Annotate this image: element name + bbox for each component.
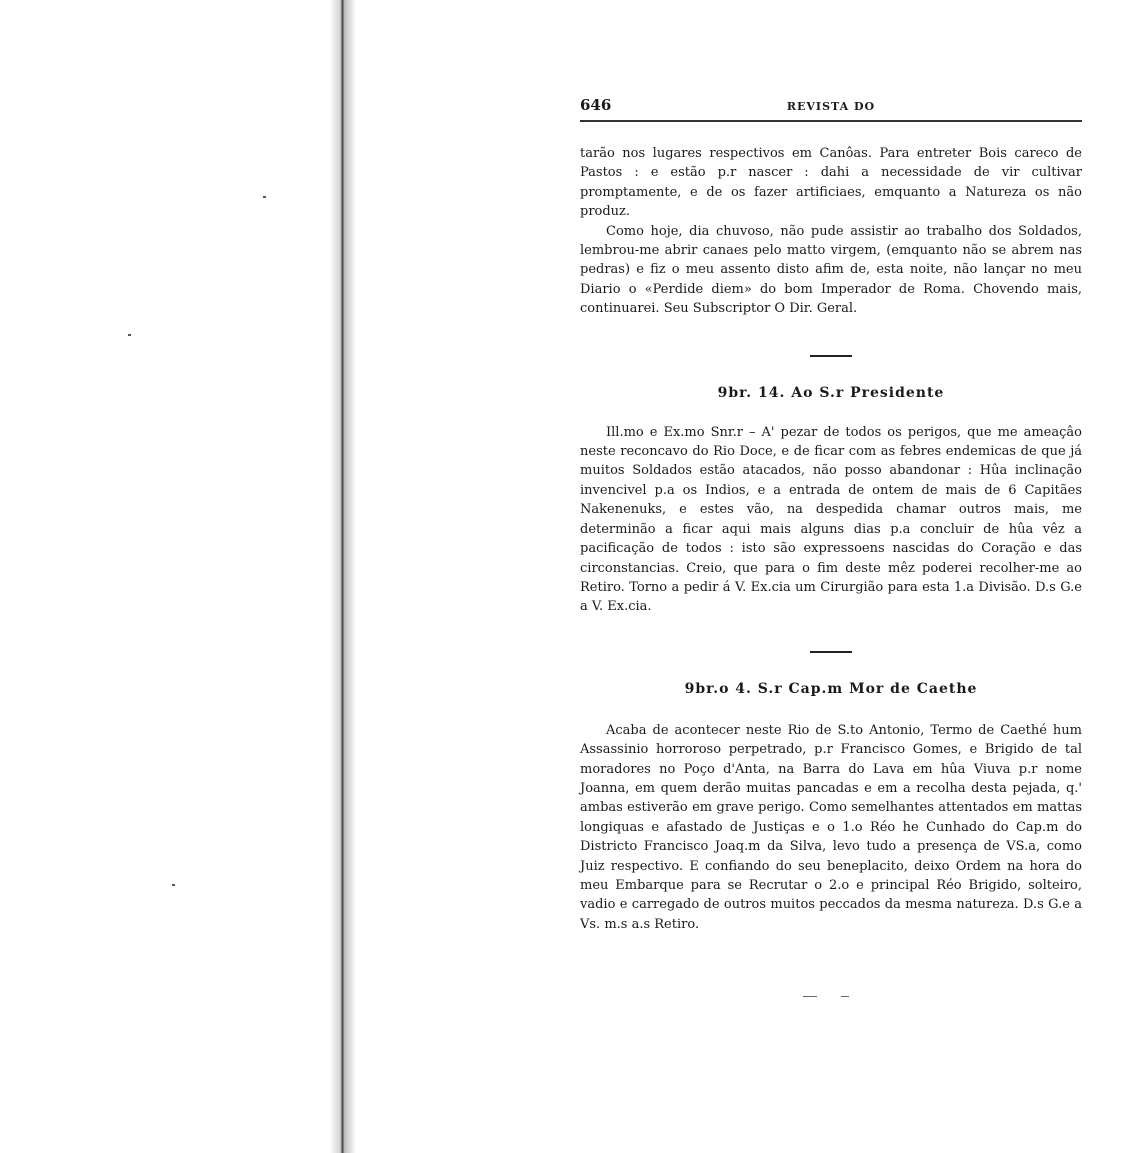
section-divider xyxy=(810,355,852,357)
scan-speck xyxy=(263,196,266,198)
journal-title: REVISTA DO xyxy=(786,100,876,113)
continuation-paragraph-1: tarão nos lugares respectivos em Canôas. Para entreter Bois careco de Pastos : e estão p.r nascer : dahi a necessidade de vir cultivar promptamente, e de os fazer artificiaes, emquanto a Natureza os não produz. xyxy=(580,146,1082,220)
running-header xyxy=(580,96,1082,122)
letter-2-body: Acaba de acontecer neste Rio de S.to Antonio, Termo de Caethé hum Assassinio horroroso perpetrado, p.r Francisco Gomes, e Brigido de tal moradores no Poço d'Anta, na Barra do Lava em hûa Viuva p.r nome Joanna, em quem derão muitas pancadas e em a recolha desta pejada, q.' ambas estiverão em grave perigo. Como semelhantes attentados em mattas longiquas e afastado de Justiças e o 1.o Réo he Cunhado do Cap.m do Districto Francisco Joaq.m da Silva, levo tudo a presença de VS.a, como Juiz respectivo. E confiando do seu beneplacito, deixo Ordem na hora do meu Embarque para se Recrutar o 2.o e principal Réo Brigido, solteiro, vadio e carregado de outros muitos peccados da mesma natureza. D.s G.e a Vs. m.s a.s Retiro. xyxy=(580,722,1082,932)
letter-1-body: Ill.mo e Ex.mo Snr.r – A' pezar de todos os perigos, que me ameaçâo neste reconcavo do Rio Doce, e de ficar com as febres endemicas de que já muitos Soldados estão atacados, não posso abandonar : Hûa inclinação invencivel p.a os Indios, e a entrada de ontem de mais de 6 Capitães Nakenenuks, e estes vão, na despedida chamar outros mais, me determinão a ficar aqui mais alguns dias p.a concluir de hûa vêz a pacificação de todos : isto são expressoens nascidas do Coração e das circonstancias. Creio, que para o fim deste mêz poderei recolher-me ao Retiro. Torno a pedir á V. Ex.cia um Cirurgião para esta 1.a Divisão. D.s G.e a V. Ex.cia. xyxy=(580,424,1082,615)
scan-speck xyxy=(172,884,175,886)
continuation-section xyxy=(580,144,1082,319)
continuation-paragraph-2: Como hoje, dia chuvoso, não pude assistir ao trabalho dos Soldados, lembrou-me abrir canaes pelo matto virgem, (emquanto não se abrem nas pedras) e fiz o meu assento disto afim de, esta noite, não lançar no meu Diario o «Perdide diem» do bom Imperador de Roma. Chovendo mais, continuarei. Seu Subscriptor O Dir. Geral. xyxy=(580,223,1082,317)
letter-2-heading: 9br.o 4. S.r Cap.m Mor de Caethe xyxy=(684,680,978,697)
section-divider xyxy=(810,651,852,653)
footer-marks xyxy=(803,996,853,1000)
page-number: 646 xyxy=(580,96,612,114)
scan-speck xyxy=(128,334,131,336)
document-page xyxy=(580,96,1082,934)
book-gutter-shadow xyxy=(330,0,356,1153)
letter-1-heading: 9br. 14. Ao S.r Presidente xyxy=(717,384,945,401)
